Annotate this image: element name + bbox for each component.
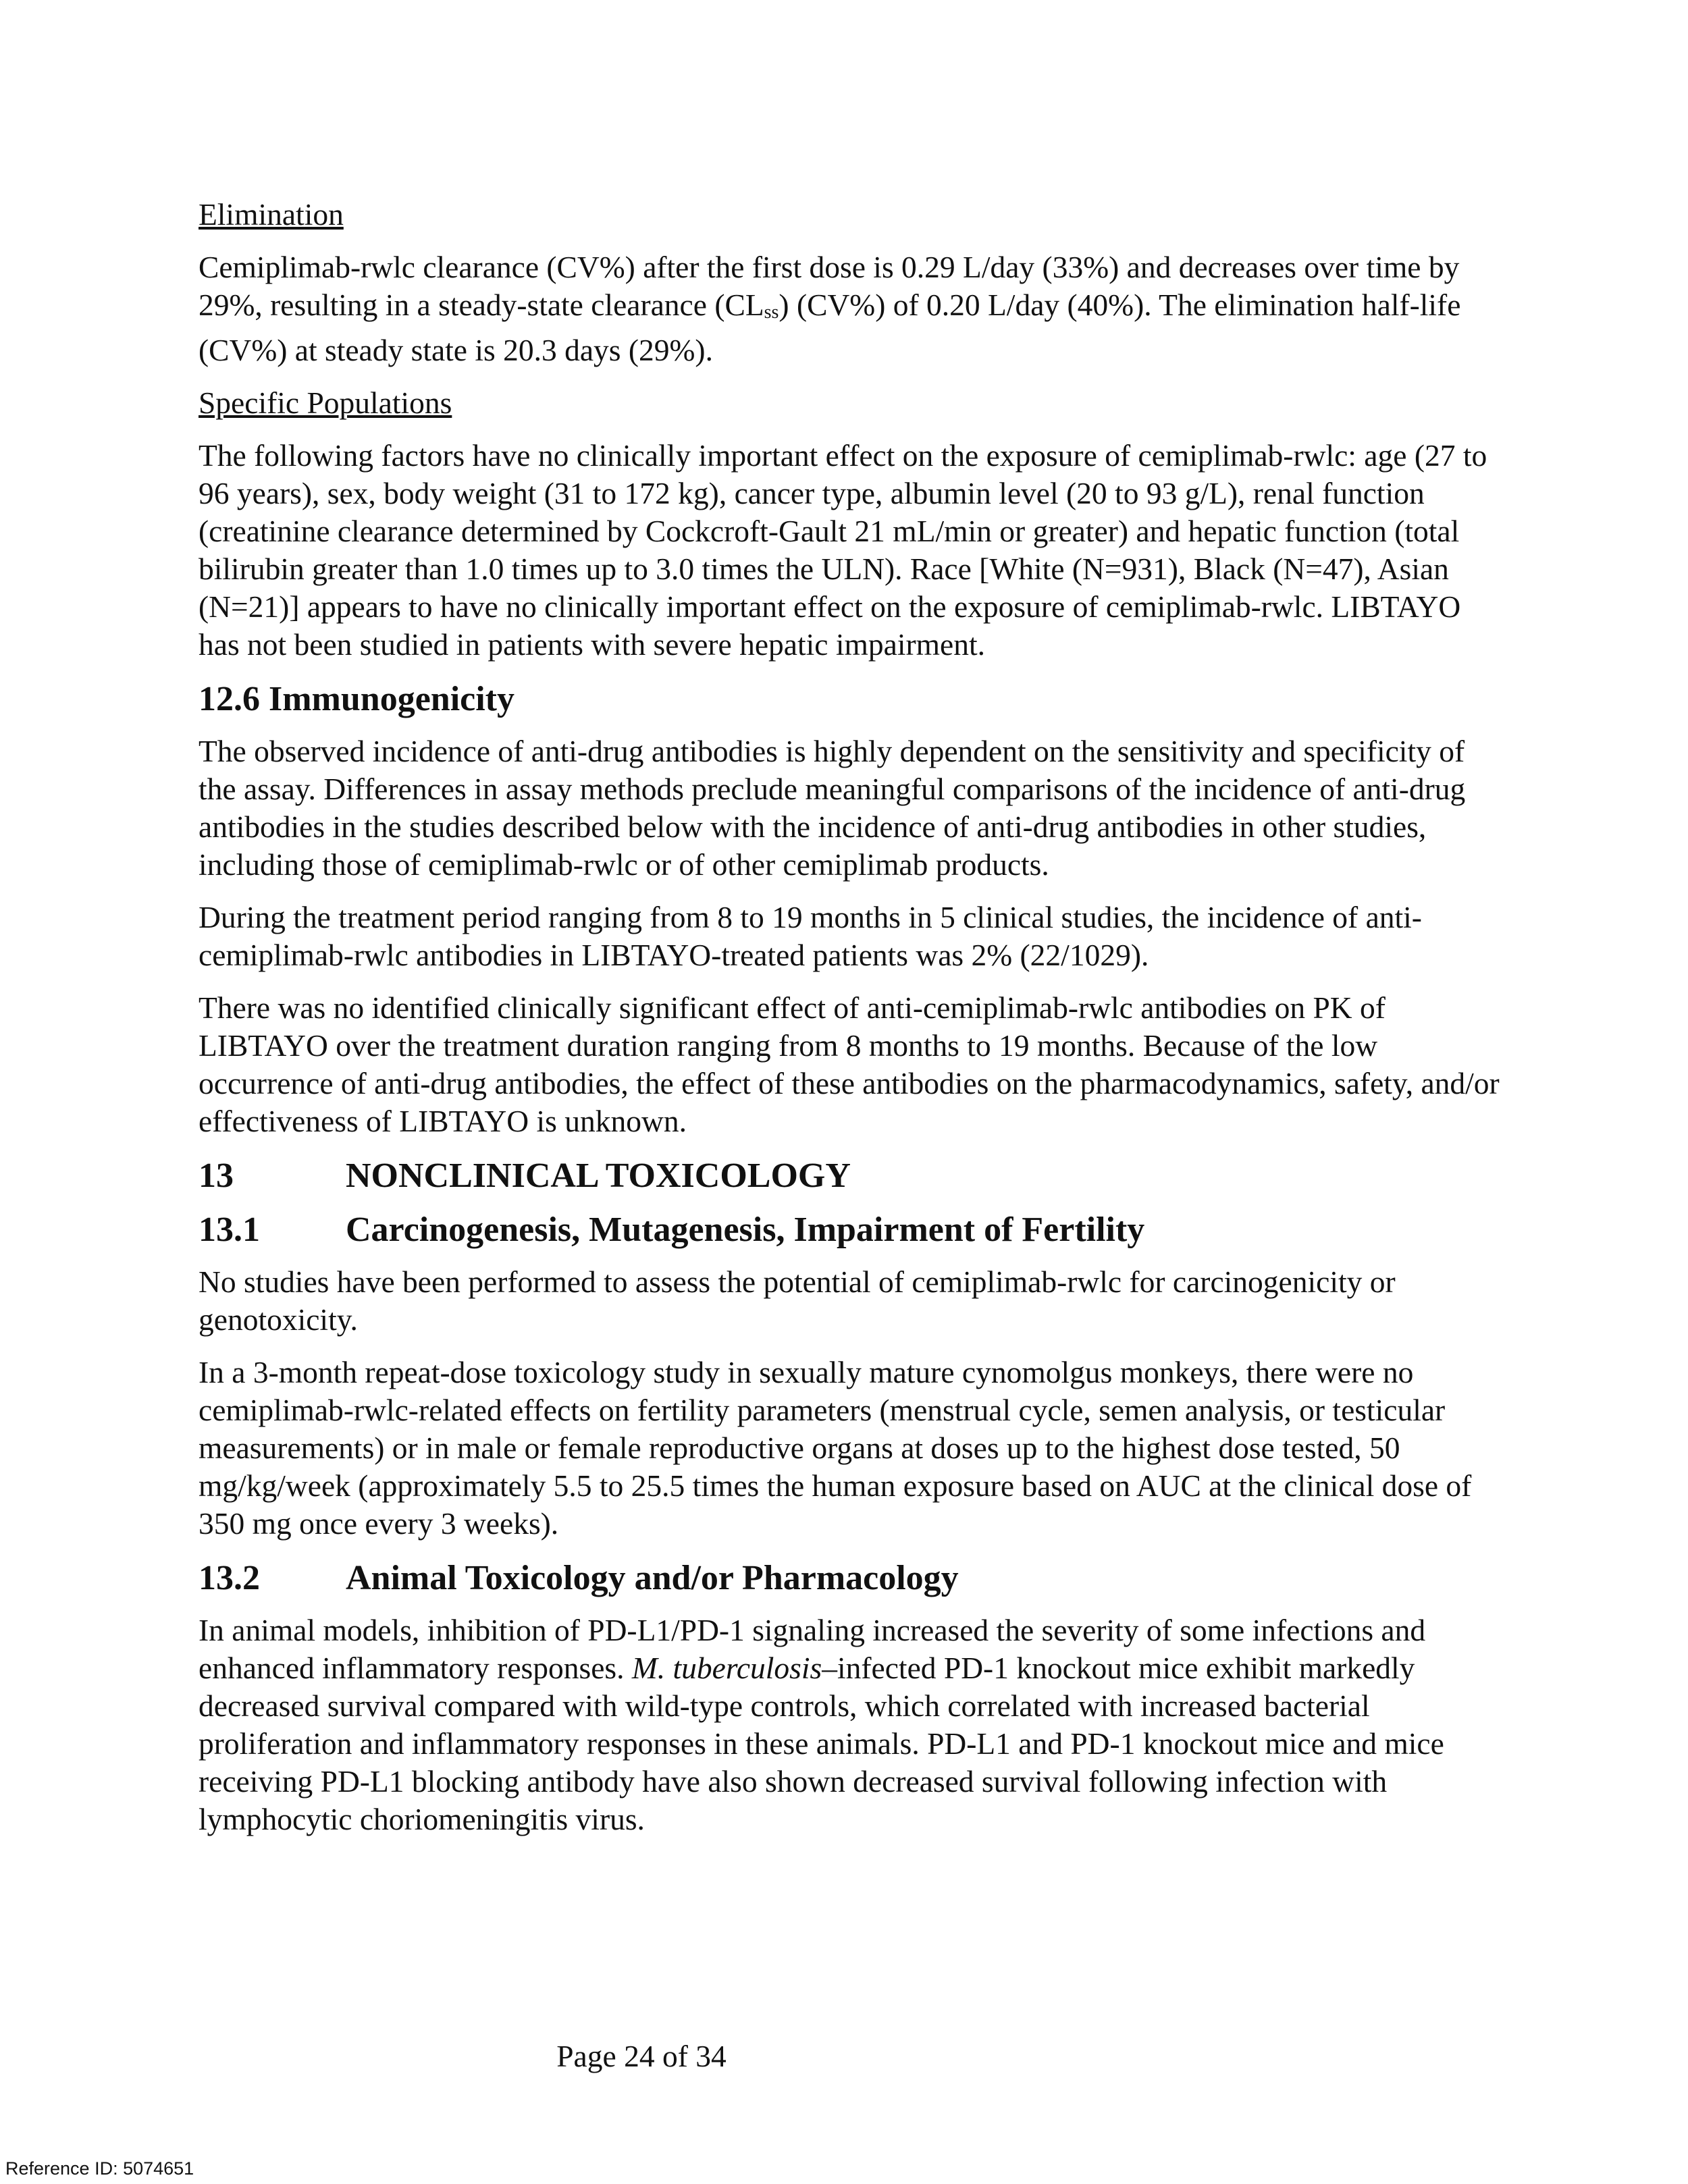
organism-name: M. tuberculosis bbox=[631, 1651, 822, 1685]
animal-toxicology-heading bbox=[199, 1557, 1502, 1599]
specific-populations-heading: Specific Populations bbox=[199, 385, 452, 420]
elimination-heading: Elimination bbox=[199, 197, 344, 232]
page-content bbox=[199, 196, 1502, 1853]
immunogenicity-paragraph-2: During the treatment period ranging from 8 to 19 months in 5 clinical studies, the incidence of anti-cemiplimab-rwlc antibodies in LIBTAYO-treated patients was 2% (22/1029). bbox=[199, 900, 1422, 972]
section-number: 13.2 bbox=[199, 1559, 260, 1597]
carcinogenesis-paragraph-1: No studies have been performed to assess the potential of cemiplimab-rwlc for carcinogenicity or genotoxicity. bbox=[199, 1264, 1396, 1337]
animal-text-start: In animal models, inhibition of PD-L1/PD-1 signaling increased the severity of some infections and enhanced inflammatory responses. bbox=[199, 1613, 1426, 1685]
clearance-subscript: ss bbox=[764, 302, 779, 323]
animal-text-end: –infected PD-1 knockout mice exhibit markedly decreased survival compared with wild-type controls, which correlated with increased bacterial proliferation and inflammatory responses in these animals. PD-L1 and PD-1 knockout mice and mice receiving PD-L1 blocking antibody have also shown decreased survival following infection with lymphocytic choriomeningitis virus. bbox=[199, 1651, 1444, 1836]
carcinogenesis-heading bbox=[199, 1209, 1502, 1251]
section-title: NONCLINICAL TOXICOLOGY bbox=[346, 1156, 851, 1195]
elimination-paragraph bbox=[199, 248, 1502, 369]
section-title: Carcinogenesis, Mutagenesis, Impairment of Fertility bbox=[346, 1210, 1145, 1249]
immunogenicity-paragraph-1: The observed incidence of anti-drug antibodies is highly dependent on the sensitivity and specificity of the assay. Differences in assay methods preclude meaningful comparisons of the incidence of anti-drug antibodies in the studies described below with the incidence of anti-drug antibodies in other studies, including those of cemiplimab-rwlc or of other cemiplimab products. bbox=[199, 734, 1466, 882]
immunogenicity-paragraph-3: There was no identified clinically significant effect of anti-cemiplimab-rwlc antibodies on PK of LIBTAYO over the treatment duration ranging from 8 months to 19 months. Because of the low occurrence of anti-drug antibodies, the effect of these antibodies on the pharmacodynamics, safety, and/or effectiveness of LIBTAYO is unknown. bbox=[199, 990, 1500, 1138]
elimination-text-start: Cemiplimab-rwlc clearance (CV%) after the first dose is 0.29 L/day (33%) and decreases over time by 29%, resulting in a steady-state clearance (CL bbox=[199, 250, 1460, 322]
specific-populations-paragraph: The following factors have no clinically important effect on the exposure of cemiplimab-rwlc: age (27 to 96 years), sex, body weight (31 to 172 kg), cancer type, albumin level (20 to 93 g/L), renal function (creatinine clearance determined by Cockcroft-Gault 21 mL/min or greater) and hepatic function (total bilirubin greater than 1.0 times up to 3.0 times the ULN). Race [White (N=931), Black (N=47), Asian (N=21)] appears to have no clinically important effect on the exposure of cemiplimab-rwlc. LIBTAYO has not been studied in patients with severe hepatic impairment. bbox=[199, 438, 1487, 662]
immunogenicity-heading: 12.6 Immunogenicity bbox=[199, 680, 515, 718]
carcinogenesis-paragraph-2: In a 3-month repeat-dose toxicology study in sexually mature cynomolgus monkeys, there were no cemiplimab-rwlc-related effects on fertility parameters (menstrual cycle, semen analysis, or testicular measurements) or in male or female reproductive organs at doses up to the highest dose tested, 50 mg/kg/week (approximately 5.5 to 25.5 times the human exposure based on AUC at the clinical dose of 350 mg once every 3 weeks). bbox=[199, 1355, 1472, 1541]
elimination-text-end: ) (CV%) of 0.20 L/day (40%). The elimination half-life (CV%) at steady state is 20.3 days (29%). bbox=[199, 288, 1461, 367]
reference-id: Reference ID: 5074651 bbox=[5, 2158, 194, 2179]
section-number: 13.1 bbox=[199, 1210, 260, 1249]
section-title: Animal Toxicology and/or Pharmacology bbox=[346, 1559, 959, 1597]
animal-toxicology-paragraph bbox=[199, 1612, 1502, 1838]
page-number: Page 24 of 34 bbox=[556, 2039, 727, 2073]
nonclinical-toxicology-heading bbox=[199, 1155, 1502, 1197]
section-number: 13 bbox=[199, 1156, 234, 1195]
